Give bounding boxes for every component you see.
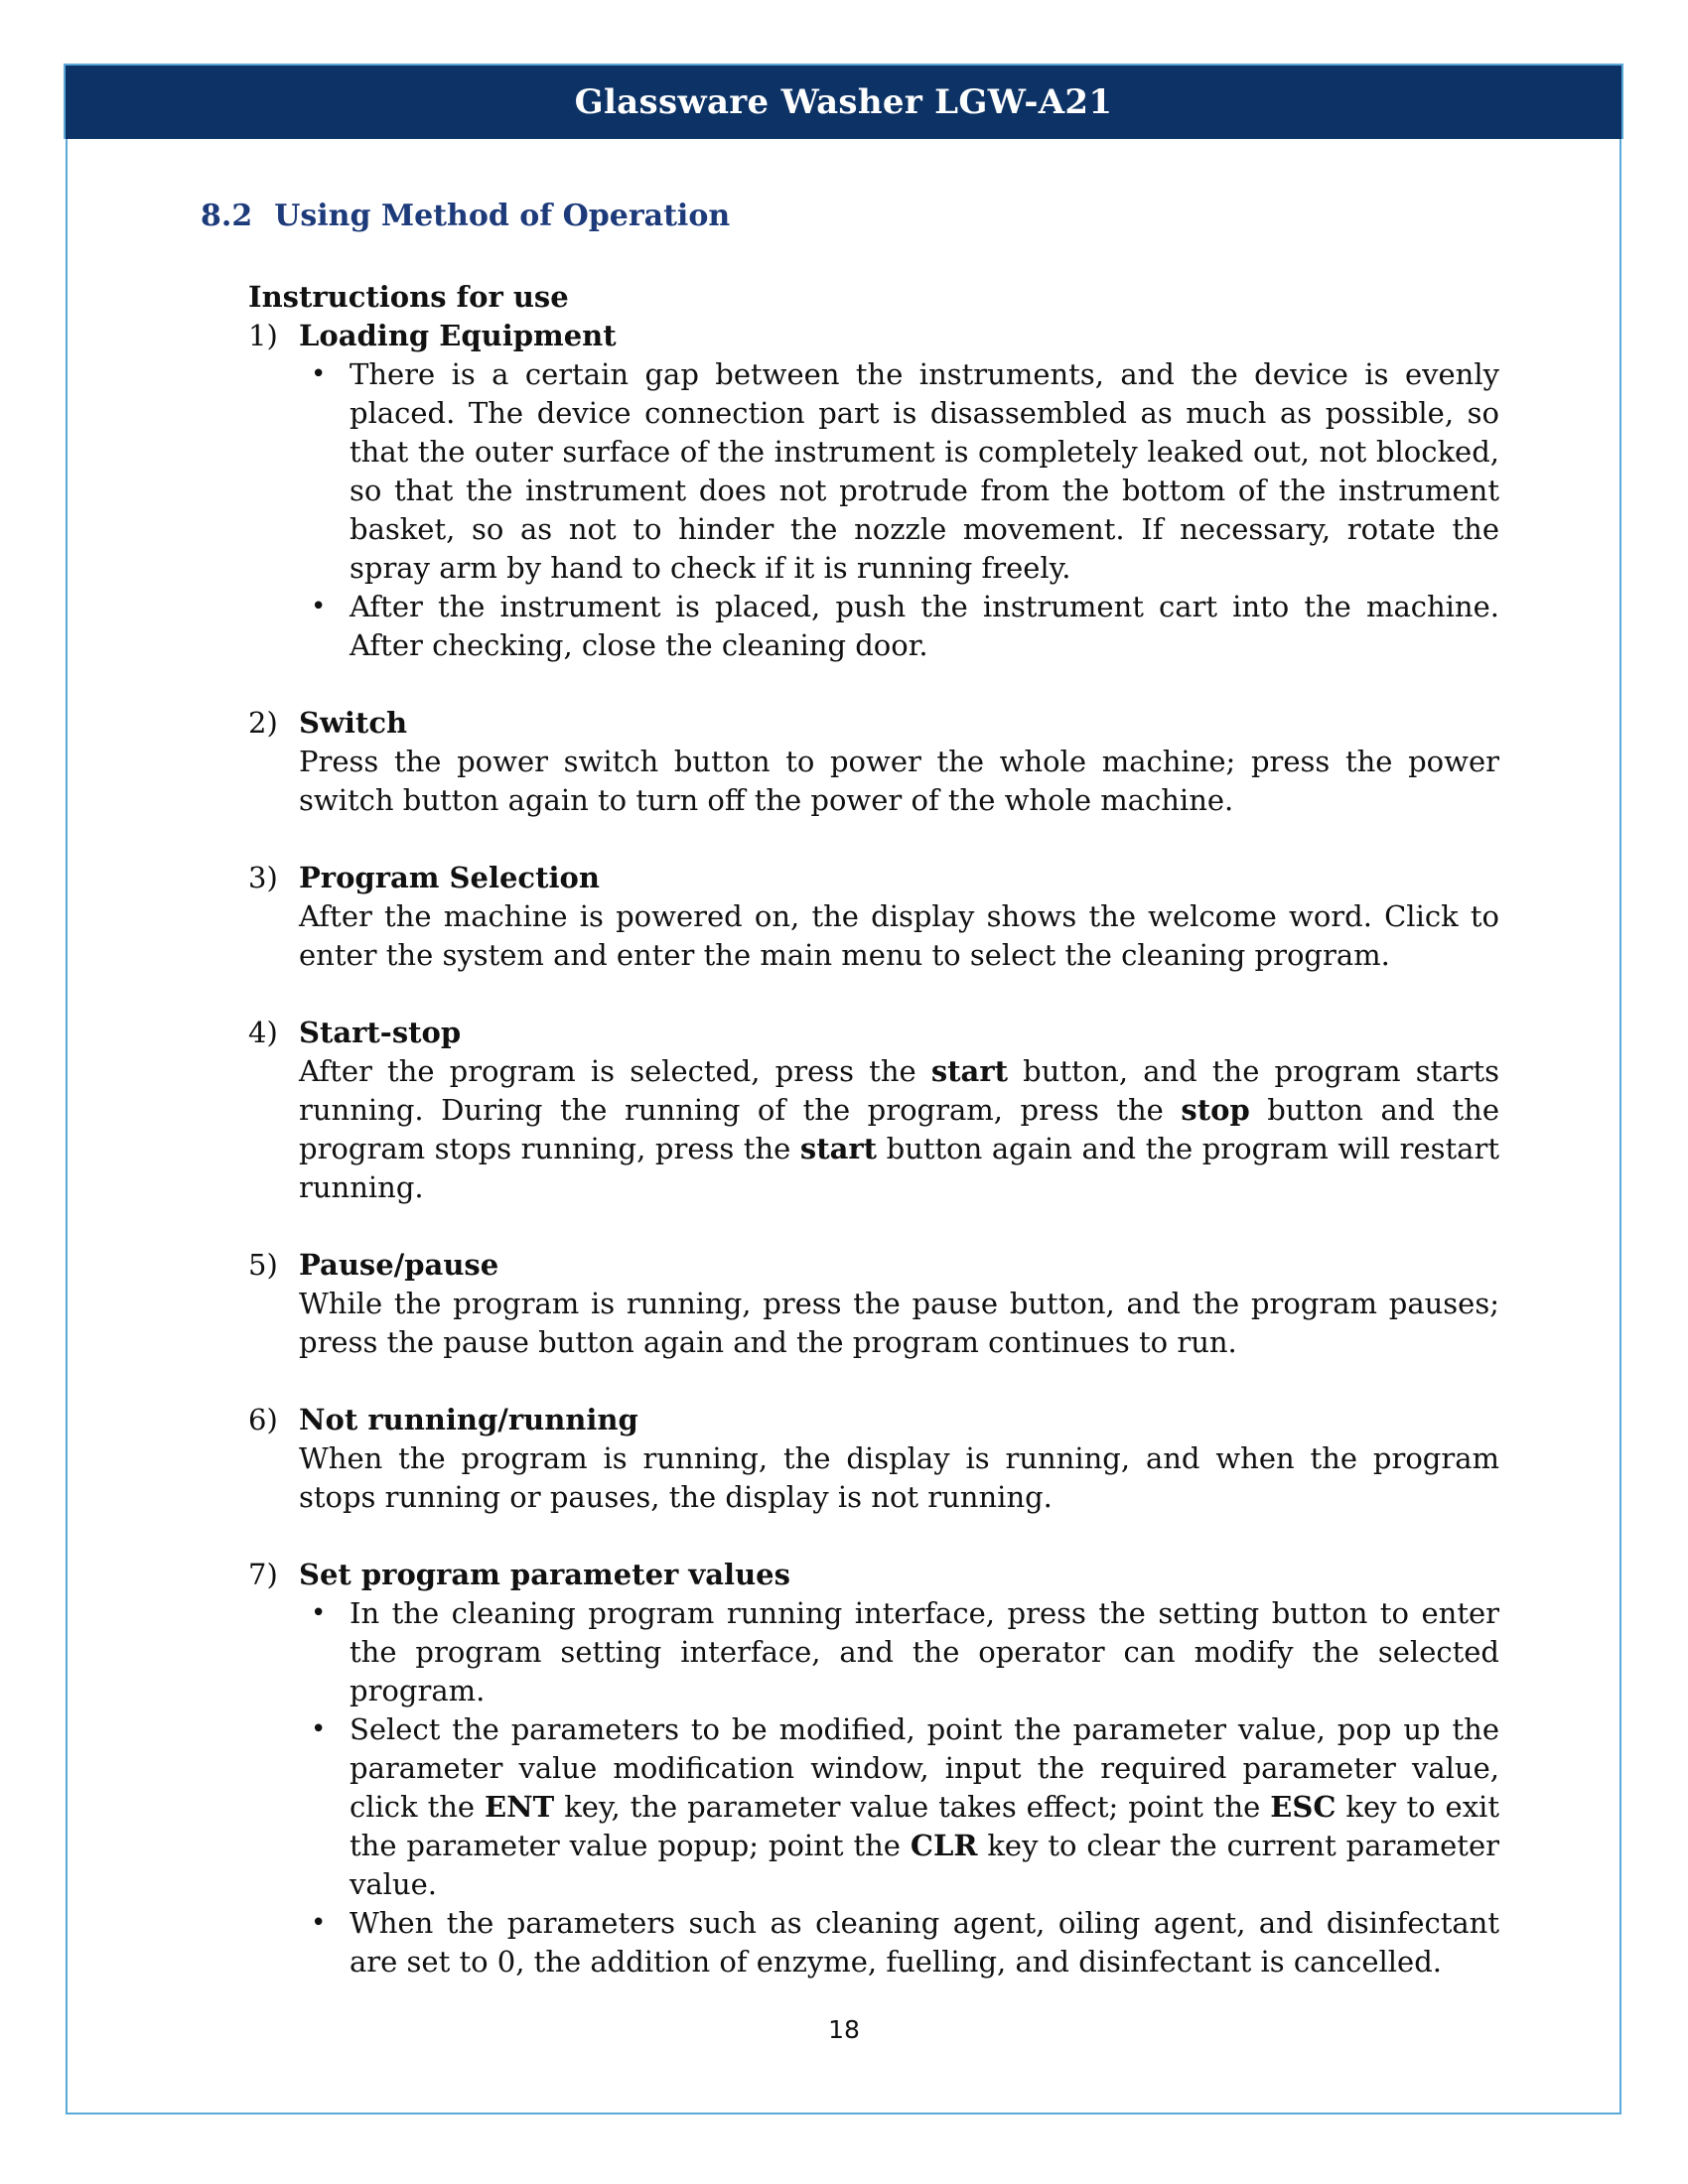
bullet-icon: •	[311, 1714, 327, 1744]
bullet-list	[299, 355, 1499, 665]
header-bar	[64, 64, 1623, 139]
bullet-icon: •	[311, 592, 327, 621]
item-title: Switch	[299, 706, 408, 740]
bullet-item	[299, 355, 1499, 588]
section-heading	[201, 199, 730, 233]
item-number: 1)	[248, 319, 278, 352]
item-number: 5)	[248, 1248, 278, 1282]
bullet-icon: •	[311, 1908, 327, 1938]
ent-key-label: ENT	[485, 1790, 555, 1824]
bullet-text: In the cleaning program running interface, press the setting button to enter the program setting interface, and the operator can modify the selected program.	[350, 1596, 1499, 1707]
item-text: When the program is running, the display is running, and when the program stops running or pauses, the display is not running.	[299, 1441, 1499, 1514]
bullet-icon: •	[311, 359, 327, 389]
intro-heading: Instructions for use	[248, 280, 569, 314]
item-number: 3)	[248, 861, 278, 894]
list-item-start-stop	[248, 1014, 1499, 1207]
section-number: 8.2	[201, 199, 253, 233]
item-text: After the machine is powered on, the display shows the welcome word. Click to enter the system and enter the main menu to select the cleaning program.	[299, 899, 1499, 972]
header-title: Glassware Washer LGW-A21	[574, 82, 1113, 122]
start-keyword: start	[799, 1132, 878, 1165]
bullet-item	[299, 1710, 1499, 1904]
bullet-item	[299, 1904, 1499, 1981]
item-title: Pause/pause	[299, 1248, 499, 1282]
item-title: Start-stop	[299, 1016, 462, 1049]
list-item-set-parameters	[248, 1556, 1499, 1981]
clr-key-label: CLR	[910, 1829, 978, 1862]
bullet-icon: •	[311, 1598, 327, 1628]
bullet-item	[299, 588, 1499, 665]
item-number: 2)	[248, 706, 278, 740]
item-title: Loading Equipment	[299, 319, 617, 352]
item-title: Set program parameter values	[299, 1558, 790, 1591]
section-title: Using Method of Operation	[274, 199, 731, 233]
esc-key-label: ESC	[1270, 1790, 1336, 1824]
bullet-text: There is a certain gap between the instruments, and the device is evenly placed. The device connection part is disassembled as much as possible, so that the outer surface of the instrument is completely leaked out, not blocked, so that the instrument does not protrude from the bottom of the instrument basket, so as not to hinder the nozzle movement. If necessary, rotate the spray arm by hand to check if it is running freely.	[350, 357, 1499, 585]
item-text: While the program is running, press the pause button, and the program pauses; press the pause button again and the program continues to run.	[299, 1287, 1499, 1359]
list-item-program-selection	[248, 859, 1499, 975]
list-item-pause	[248, 1246, 1499, 1362]
item-title: Program Selection	[299, 861, 600, 894]
item-number: 4)	[248, 1016, 278, 1049]
page-number: 18	[828, 2015, 860, 2044]
item-number: 7)	[248, 1558, 278, 1591]
item-text: Press the power switch button to power the whole machine; press the power switch button again to turn off the power of the whole machine.	[299, 745, 1499, 817]
item-text: After the program is selected, press the start button, and the program starts running. During the running of the program, press the stop button and the program stops running, press the start button again and the program will restart running.	[299, 1054, 1499, 1204]
start-keyword: start	[930, 1054, 1008, 1088]
list-item-switch	[248, 704, 1499, 820]
stop-keyword: stop	[1181, 1093, 1250, 1127]
item-title: Not running/running	[299, 1403, 638, 1436]
content-body	[248, 278, 1499, 1981]
item-number: 6)	[248, 1403, 278, 1436]
list-item-running	[248, 1401, 1499, 1517]
list-item-loading-equipment	[248, 317, 1499, 665]
bullet-text: Select the parameters to be modified, point the parameter value, pop up the parameter value modification window, input the required parameter value, click the ENT key, the parameter value takes effect; point the ESC key to exit the parameter value popup; point the CLR key to clear the current parameter value.	[350, 1712, 1499, 1901]
bullet-text: After the instrument is placed, push the instrument cart into the machine. After checking, close the cleaning door.	[350, 590, 1499, 662]
bullet-text: When the parameters such as cleaning agent, oiling agent, and disinfectant are set to 0, the addition of enzyme, fuelling, and disinfectant is cancelled.	[350, 1906, 1499, 1979]
bullet-list	[299, 1594, 1499, 1981]
bullet-item	[299, 1594, 1499, 1710]
